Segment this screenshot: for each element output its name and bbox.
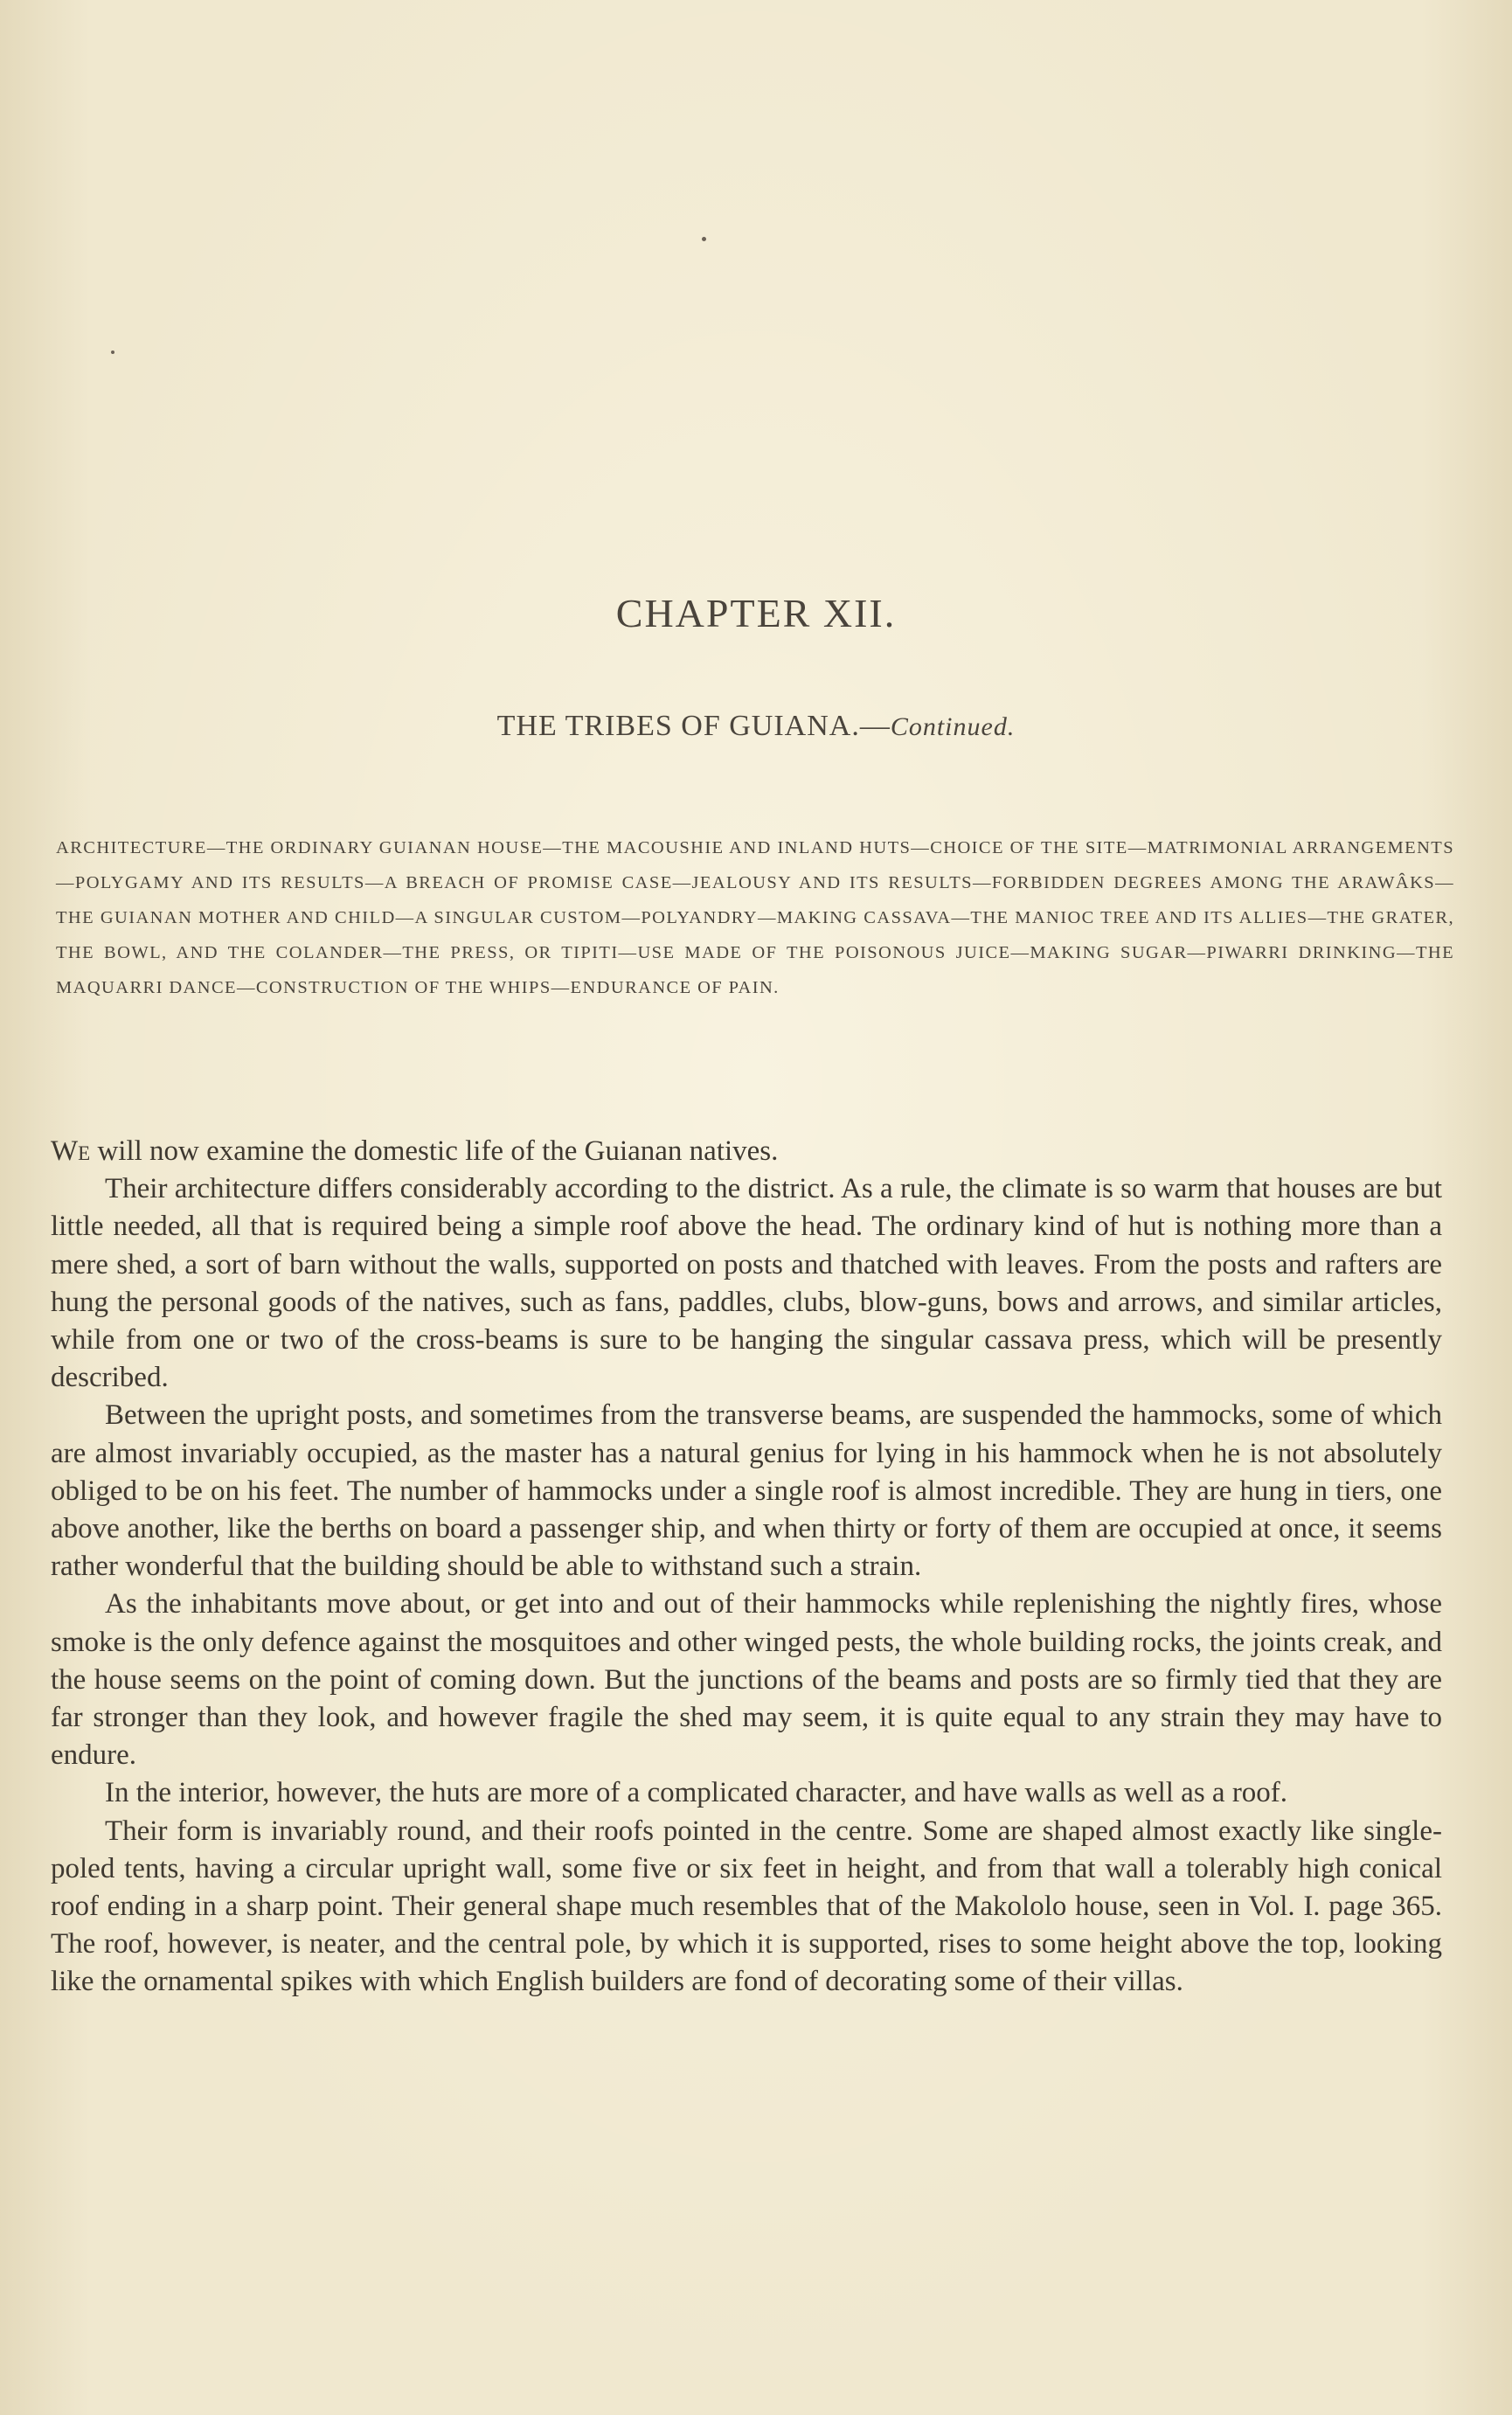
body-paragraph: Their architecture differs considerably according to the district. As a rule, the climate is so warm that houses are but little needed, all that is required being a simple roof above the head. The ordinary kind of hut is nothing more than a mere shed, a sort of barn without the walls, supported on posts and thatched with leaves. From the posts and rafters are hung the personal goods of the natives, such as fans, paddles, clubs, blow-guns, bows and arrows, and similar articles, while from one or two of the cross-beams is sure to be hanging the singular cassava press, which will be presently described. [51, 1173, 1442, 1394]
chapter-summary: ARCHITECTURE—THE ORDINARY GUIANAN HOUSE—THE MACOUSHIE AND INLAND HUTS—CHOICE OF THE SITE—MATRIMONIAL ARRANGEMENTS—POLYGAMY AND ITS RESULTS—A BREACH OF PROMISE CASE—JEALOUSY AND ITS RESULTS—FORBIDDEN DEGREES AMONG THE ARAWÂKS—THE GUIANAN MOTHER AND CHILD—A SINGULAR CUSTOM—POLYANDRY—MAKING CASSAVA—THE MANIOC TREE AND ITS ALLIES—THE GRATER, THE BOWL, AND THE COLANDER—THE PRESS, OR TIPITI—USE MADE OF THE POISONOUS JUICE—MAKING SUGAR—PIWARRI DRINKING—THE MAQUARRI DANCE—CONSTRUCTION OF THE WHIPS—ENDURANCE OF PAIN. [56, 838, 1454, 997]
section-continued: Continued. [890, 712, 1016, 741]
body-paragraph: As the inhabitants move about, or get into and out of their hammocks while replenishing the nightly fires, whose smoke is the only defence against the mosquitoes and other winged pests, the whole building rocks, the joints creak, and the house seems on the point of coming down. But the junctions of the beams and posts are so firmly tied that they are far stronger than they look, and however fragile the shed may seem, it is quite equal to any strain they may have to endure. [51, 1588, 1442, 1772]
body-paragraph: Between the upright posts, and sometimes from the transverse beams, are suspended the hammocks, some of which are almost invariably occupied, as the master has a natural genius for lying in his hammock when he is not absolutely obliged to be on his feet. The number of hammocks under a single roof is almost incredible. They are hung in tiers, one above another, like the berths on board a passenger ship, and when thirty or forty of them are occupied at once, it seems rather wonderful that the building should be able to withstand such a strain. [51, 1399, 1442, 1583]
chapter-title: CHAPTER XII. [615, 591, 897, 635]
body-text [51, 1133, 1442, 2002]
opening-rest: will now examine the domestic life of the Guianan natives. [90, 1135, 779, 1167]
section-title-text: THE TRIBES OF GUIANA.— [496, 710, 891, 742]
body-paragraph: Their form is invariably round, and their roofs pointed in the centre. Some are shaped almost exactly like single-poled tents, having a circular upright wall, some five or six feet in height, and from that wall a tolerably high conical roof ending in a sharp point. Their general shape much resembles that of the Makololo house, seen in Vol. I. page 365. The roof, however, is neater, and the central pole, by which it is supported, rises to some height above the top, looking like the ornamental spikes with which English builders are fond of decorating some of their villas. [51, 1815, 1442, 1998]
body-paragraph: In the interior, however, the huts are more of a complicated character, and have walls as well as a roof. [105, 1777, 1288, 1809]
opening-cap: We [51, 1135, 91, 1167]
section-title [0, 710, 1512, 743]
ink-speck [702, 237, 706, 241]
ink-speck [111, 350, 114, 354]
opening-paragraph [51, 1133, 1442, 1170]
